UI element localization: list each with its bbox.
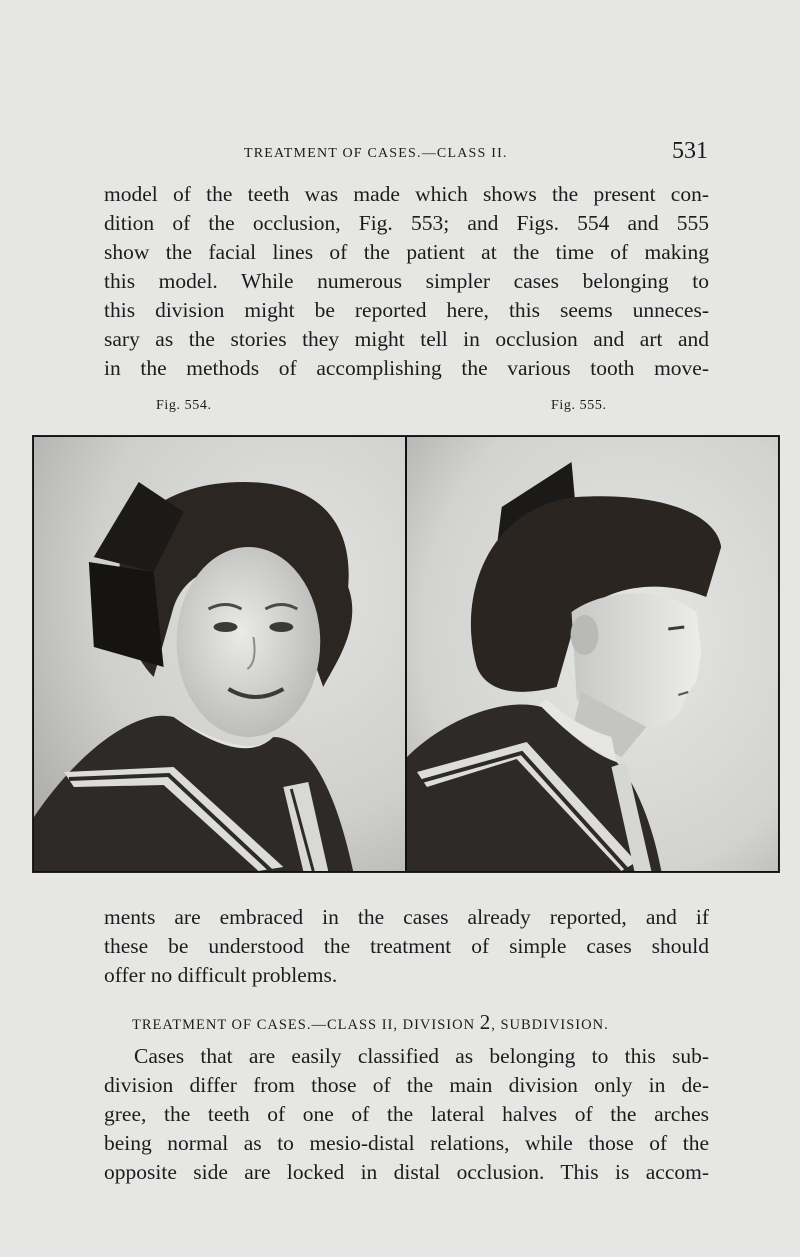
text-line: these be understood the treatment of simple cases should bbox=[104, 934, 709, 958]
section-heading-part: TREATMENT OF CASES.—CLASS II, DIVISION bbox=[132, 1017, 480, 1033]
text-line: being normal as to mesio-distal relations, while those of the bbox=[104, 1131, 709, 1155]
section-heading bbox=[132, 1010, 609, 1035]
running-head bbox=[104, 138, 708, 172]
text-line: in the methods of accomplishing the various tooth move- bbox=[104, 356, 709, 380]
section-heading-part: , SUBDIVISION. bbox=[491, 1017, 609, 1033]
photo-front-view bbox=[34, 437, 405, 871]
top-paragraph bbox=[104, 180, 709, 383]
section-paragraph bbox=[104, 1042, 709, 1187]
photo-plate bbox=[32, 435, 780, 873]
text-line: this model. While numerous simpler cases belonging to bbox=[104, 269, 709, 293]
text-line: this division might be reported here, this seems unneces- bbox=[104, 298, 709, 322]
text-line: ments are embraced in the cases already reported, and if bbox=[104, 905, 709, 929]
section-heading-number: 2 bbox=[479, 1010, 492, 1034]
text-line: division differ from those of the main division only in de- bbox=[104, 1073, 709, 1097]
figure-caption-555: Fig. 555. bbox=[551, 398, 607, 413]
text-line: sary as the stories they might tell in occlusion and art and bbox=[104, 327, 709, 351]
page-number: 531 bbox=[672, 138, 708, 164]
text-line: opposite side are locked in distal occlusion. This is accom- bbox=[104, 1160, 709, 1184]
text-line: show the facial lines of the patient at the time of making bbox=[104, 240, 709, 264]
text-line: dition of the occlusion, Fig. 553; and Figs. 554 and 555 bbox=[104, 211, 709, 235]
bottom-paragraph bbox=[104, 903, 709, 990]
photo-profile-view bbox=[407, 437, 778, 871]
text-line: offer no difficult problems. bbox=[104, 963, 338, 987]
text-line: gree, the teeth of one of the lateral halves of the arches bbox=[104, 1102, 709, 1126]
figure-caption-554: Fig. 554. bbox=[156, 398, 212, 413]
text-line: model of the teeth was made which shows the present con- bbox=[104, 182, 709, 206]
text-line: Cases that are easily classified as belonging to this sub- bbox=[134, 1044, 709, 1068]
running-title: TREATMENT OF CASES.—CLASS II. bbox=[244, 146, 508, 161]
